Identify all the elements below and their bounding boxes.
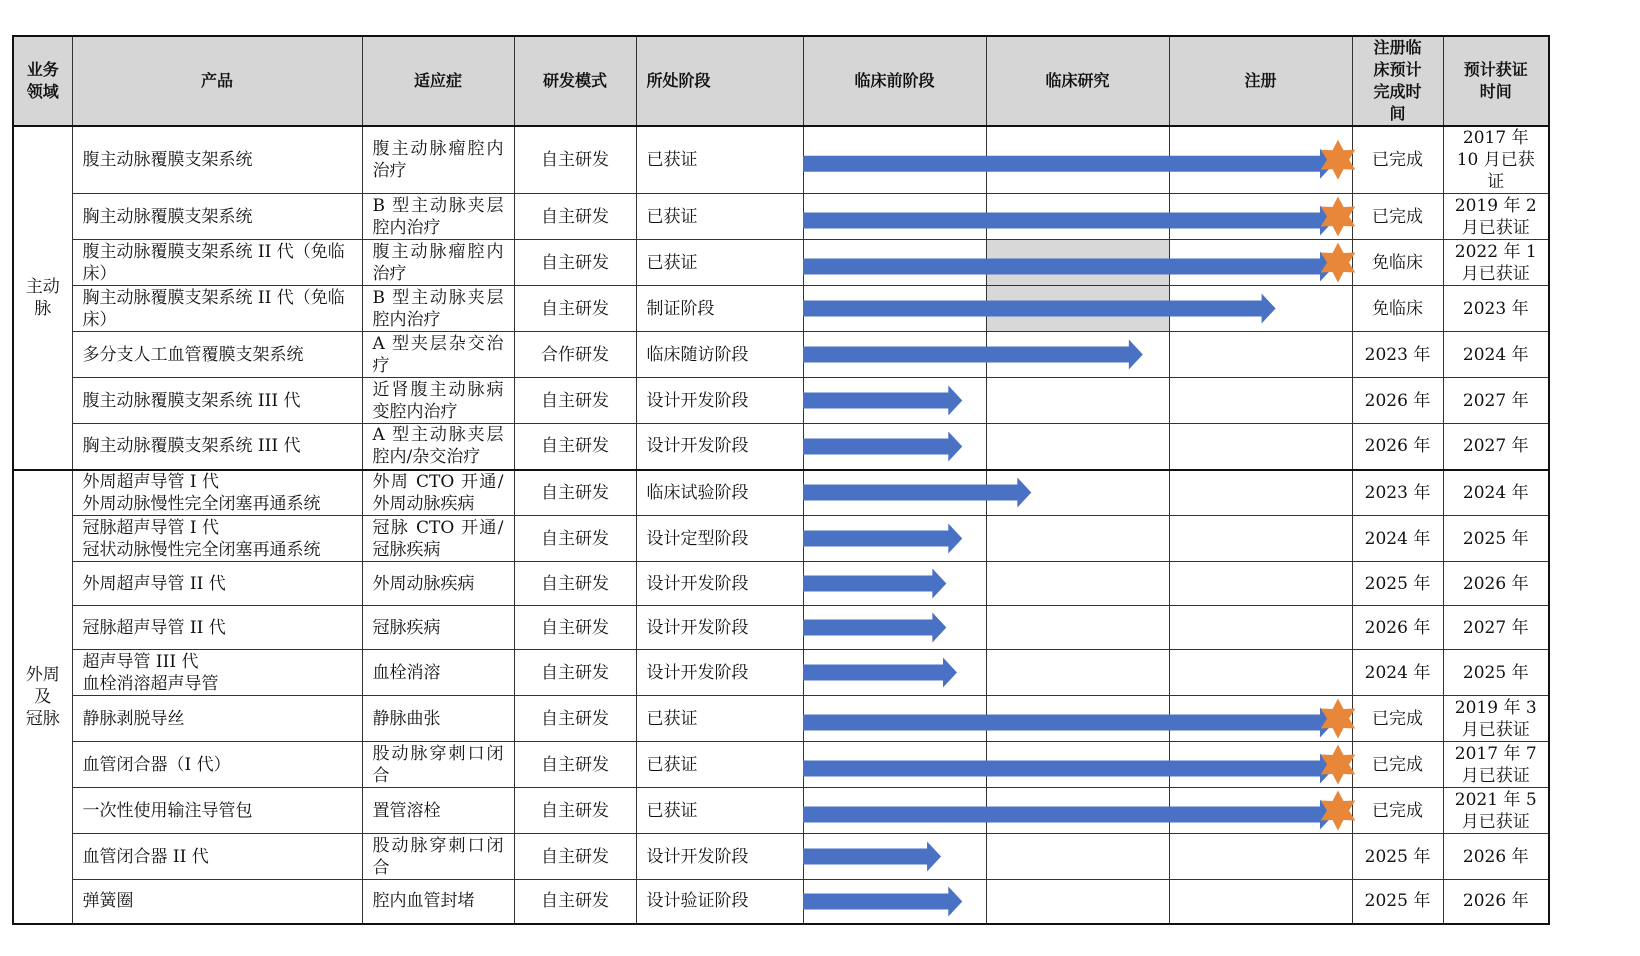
clinical-cell [986, 332, 1169, 378]
clinical-cell [986, 126, 1169, 194]
stage-cell: 已获证 [636, 742, 803, 788]
indication-cell: 腹主动脉瘤腔内治疗 [362, 126, 514, 194]
preclinical-cell [803, 126, 986, 194]
trial-done-cell: 2024 年 [1352, 516, 1443, 562]
indication-cell: 股动脉穿刺口闭合 [362, 742, 514, 788]
header-indication: 适应症 [362, 36, 514, 126]
trial-done-cell: 2023 年 [1352, 470, 1443, 516]
clinical-cell [986, 470, 1169, 516]
registration-cell [1169, 378, 1352, 424]
stage-cell: 制证阶段 [636, 286, 803, 332]
clinical-cell [986, 788, 1169, 834]
stage-cell: 设计开发阶段 [636, 424, 803, 470]
approval-cell: 2027 年 [1443, 424, 1549, 470]
table-row [13, 788, 1549, 834]
preclinical-cell [803, 742, 986, 788]
stage-cell: 已获证 [636, 240, 803, 286]
mode-cell: 自主研发 [514, 286, 636, 332]
preclinical-cell [803, 696, 986, 742]
product-cell: 血管闭合器（I 代） [72, 742, 362, 788]
product-cell: 一次性使用输注导管包 [72, 788, 362, 834]
product-cell: 超声导管 III 代 血栓消溶超声导管 [72, 650, 362, 696]
header-registration: 注册 [1169, 36, 1352, 126]
indication-cell: 冠脉疾病 [362, 606, 514, 650]
table-row [13, 696, 1549, 742]
trial-done-cell: 2025 年 [1352, 834, 1443, 880]
indication-cell: A 型主动脉夹层腔内/杂交治疗 [362, 424, 514, 470]
indication-cell: 腹主动脉瘤腔内治疗 [362, 240, 514, 286]
preclinical-cell [803, 240, 986, 286]
product-cell: 冠脉超声导管 I 代 冠状动脉慢性完全闭塞再通系统 [72, 516, 362, 562]
approval-cell: 2025 年 [1443, 650, 1549, 696]
mode-cell: 自主研发 [514, 606, 636, 650]
product-cell: 血管闭合器 II 代 [72, 834, 362, 880]
mode-cell: 自主研发 [514, 788, 636, 834]
registration-cell [1169, 880, 1352, 924]
indication-cell: 外周 CTO 开通/外周动脉疾病 [362, 470, 514, 516]
header-product: 产品 [72, 36, 362, 126]
approval-cell: 2017 年 10 月已获证 [1443, 126, 1549, 194]
header-clinical: 临床研究 [986, 36, 1169, 126]
approval-cell: 2024 年 [1443, 470, 1549, 516]
product-cell: 外周超声导管 II 代 [72, 562, 362, 606]
clinical-cell [986, 834, 1169, 880]
table-row [13, 194, 1549, 240]
preclinical-cell [803, 424, 986, 470]
mode-cell: 自主研发 [514, 516, 636, 562]
clinical-cell [986, 516, 1169, 562]
trial-done-cell: 免临床 [1352, 240, 1443, 286]
registration-cell [1169, 788, 1352, 834]
indication-cell: 置管溶栓 [362, 788, 514, 834]
mode-cell: 自主研发 [514, 470, 636, 516]
header-preclinical: 临床前阶段 [803, 36, 986, 126]
product-cell: 腹主动脉覆膜支架系统 II 代（免临床） [72, 240, 362, 286]
indication-cell: 腔内血管封堵 [362, 880, 514, 924]
indication-cell: 静脉曲张 [362, 696, 514, 742]
trial-done-cell: 2023 年 [1352, 332, 1443, 378]
registration-cell [1169, 834, 1352, 880]
rd-pipeline-table [12, 35, 1550, 925]
mode-cell: 自主研发 [514, 742, 636, 788]
trial-done-cell: 2025 年 [1352, 562, 1443, 606]
table-row [13, 562, 1549, 606]
approval-cell: 2026 年 [1443, 880, 1549, 924]
product-cell: 胸主动脉覆膜支架系统 [72, 194, 362, 240]
indication-cell: 血栓消溶 [362, 650, 514, 696]
approval-cell: 2026 年 [1443, 834, 1549, 880]
trial-done-cell: 2026 年 [1352, 606, 1443, 650]
preclinical-cell [803, 332, 986, 378]
preclinical-cell [803, 880, 986, 924]
stage-cell: 已获证 [636, 788, 803, 834]
mode-cell: 自主研发 [514, 424, 636, 470]
mode-cell: 自主研发 [514, 126, 636, 194]
product-cell: 弹簧圈 [72, 880, 362, 924]
trial-done-cell: 2026 年 [1352, 378, 1443, 424]
indication-cell: A 型夹层杂交治疗 [362, 332, 514, 378]
table-row [13, 424, 1549, 470]
preclinical-cell [803, 516, 986, 562]
header-approval: 预计获证 时间 [1443, 36, 1549, 126]
trial-done-cell: 2026 年 [1352, 424, 1443, 470]
indication-cell: 股动脉穿刺口闭合 [362, 834, 514, 880]
mode-cell: 自主研发 [514, 562, 636, 606]
product-cell: 腹主动脉覆膜支架系统 III 代 [72, 378, 362, 424]
table-row [13, 470, 1549, 516]
mode-cell: 自主研发 [514, 194, 636, 240]
header-trial-done: 注册临 床预计 完成时 间 [1352, 36, 1443, 126]
product-cell: 静脉剥脱导丝 [72, 696, 362, 742]
registration-cell [1169, 240, 1352, 286]
stage-cell: 设计开发阶段 [636, 562, 803, 606]
product-cell: 胸主动脉覆膜支架系统 II 代（免临床） [72, 286, 362, 332]
approval-cell: 2023 年 [1443, 286, 1549, 332]
clinical-cell [986, 424, 1169, 470]
indication-cell: 冠脉 CTO 开通/冠脉疾病 [362, 516, 514, 562]
stage-cell: 设计开发阶段 [636, 378, 803, 424]
approval-cell: 2019 年 2 月已获证 [1443, 194, 1549, 240]
stage-cell: 已获证 [636, 126, 803, 194]
clinical-cell [986, 240, 1169, 286]
header-mode: 研发模式 [514, 36, 636, 126]
trial-done-cell: 已完成 [1352, 194, 1443, 240]
product-cell: 腹主动脉覆膜支架系统 [72, 126, 362, 194]
trial-done-cell: 已完成 [1352, 126, 1443, 194]
product-cell: 冠脉超声导管 II 代 [72, 606, 362, 650]
table-row [13, 606, 1549, 650]
mode-cell: 合作研发 [514, 332, 636, 378]
trial-done-cell: 已完成 [1352, 696, 1443, 742]
table-row [13, 378, 1549, 424]
header-stage: 所处阶段 [636, 36, 803, 126]
registration-cell [1169, 194, 1352, 240]
approval-cell: 2025 年 [1443, 516, 1549, 562]
registration-cell [1169, 126, 1352, 194]
stage-cell: 临床随访阶段 [636, 332, 803, 378]
registration-cell [1169, 470, 1352, 516]
stage-cell: 临床试验阶段 [636, 470, 803, 516]
stage-cell: 设计定型阶段 [636, 516, 803, 562]
mode-cell: 自主研发 [514, 834, 636, 880]
approval-cell: 2022 年 1 月已获证 [1443, 240, 1549, 286]
preclinical-cell [803, 606, 986, 650]
trial-done-cell: 已完成 [1352, 788, 1443, 834]
clinical-cell [986, 194, 1169, 240]
stage-cell: 设计验证阶段 [636, 880, 803, 924]
indication-cell: 近肾腹主动脉病变腔内治疗 [362, 378, 514, 424]
clinical-cell [986, 650, 1169, 696]
table-row [13, 332, 1549, 378]
domain-cell: 外周 及 冠脉 [13, 470, 72, 924]
preclinical-cell [803, 562, 986, 606]
clinical-cell [986, 880, 1169, 924]
domain-cell: 主动 脉 [13, 126, 72, 470]
mode-cell: 自主研发 [514, 880, 636, 924]
registration-cell [1169, 424, 1352, 470]
registration-cell [1169, 286, 1352, 332]
mode-cell: 自主研发 [514, 650, 636, 696]
clinical-cell [986, 378, 1169, 424]
table-row [13, 240, 1549, 286]
approval-cell: 2019 年 3 月已获证 [1443, 696, 1549, 742]
preclinical-cell [803, 378, 986, 424]
table-row [13, 742, 1549, 788]
preclinical-cell [803, 286, 986, 332]
mode-cell: 自主研发 [514, 240, 636, 286]
approval-cell: 2026 年 [1443, 562, 1549, 606]
trial-done-cell: 已完成 [1352, 742, 1443, 788]
preclinical-cell [803, 834, 986, 880]
table-row [13, 650, 1549, 696]
registration-cell [1169, 606, 1352, 650]
registration-cell [1169, 562, 1352, 606]
table-row [13, 286, 1549, 332]
registration-cell [1169, 332, 1352, 378]
clinical-cell [986, 562, 1169, 606]
clinical-cell [986, 742, 1169, 788]
registration-cell [1169, 650, 1352, 696]
table-row [13, 880, 1549, 924]
product-cell: 胸主动脉覆膜支架系统 III 代 [72, 424, 362, 470]
clinical-cell [986, 606, 1169, 650]
registration-cell [1169, 742, 1352, 788]
stage-cell: 设计开发阶段 [636, 834, 803, 880]
product-cell: 多分支人工血管覆膜支架系统 [72, 332, 362, 378]
indication-cell: B 型主动脉夹层腔内治疗 [362, 194, 514, 240]
preclinical-cell [803, 194, 986, 240]
stage-cell: 设计开发阶段 [636, 650, 803, 696]
trial-done-cell: 2024 年 [1352, 650, 1443, 696]
trial-done-cell: 免临床 [1352, 286, 1443, 332]
preclinical-cell [803, 470, 986, 516]
stage-cell: 已获证 [636, 194, 803, 240]
trial-done-cell: 2025 年 [1352, 880, 1443, 924]
table-header-row [13, 36, 1549, 126]
approval-cell: 2024 年 [1443, 332, 1549, 378]
approval-cell: 2021 年 5 月已获证 [1443, 788, 1549, 834]
header-domain: 业务 领域 [13, 36, 72, 126]
indication-cell: 外周动脉疾病 [362, 562, 514, 606]
product-cell: 外周超声导管 I 代 外周动脉慢性完全闭塞再通系统 [72, 470, 362, 516]
indication-cell: B 型主动脉夹层腔内治疗 [362, 286, 514, 332]
clinical-cell [986, 286, 1169, 332]
stage-cell: 设计开发阶段 [636, 606, 803, 650]
stage-cell: 已获证 [636, 696, 803, 742]
table-row [13, 126, 1549, 194]
approval-cell: 2027 年 [1443, 378, 1549, 424]
clinical-cell [986, 696, 1169, 742]
preclinical-cell [803, 788, 986, 834]
preclinical-cell [803, 650, 986, 696]
table-row [13, 516, 1549, 562]
mode-cell: 自主研发 [514, 378, 636, 424]
approval-cell: 2017 年 7 月已获证 [1443, 742, 1549, 788]
mode-cell: 自主研发 [514, 696, 636, 742]
table-row [13, 834, 1549, 880]
approval-cell: 2027 年 [1443, 606, 1549, 650]
registration-cell [1169, 516, 1352, 562]
registration-cell [1169, 696, 1352, 742]
